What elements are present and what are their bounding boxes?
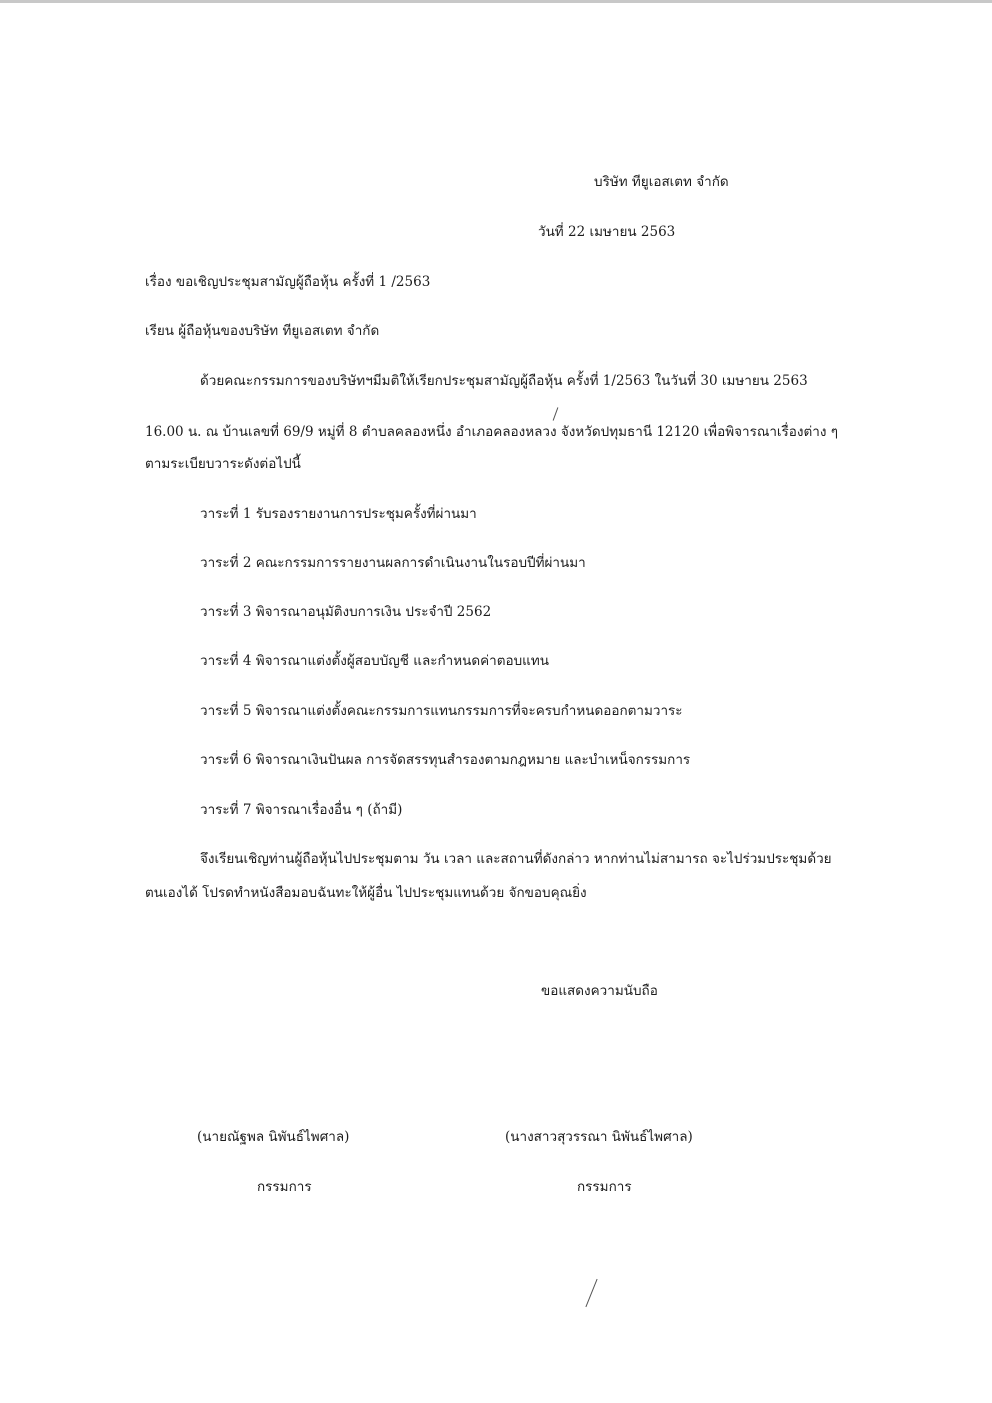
agenda-item-1: วาระที่ 1 รับรองรายงานการประชุมครั้งที่ผ่านมา	[200, 506, 477, 522]
closing-line-2: ตนเองได้ โปรดทำหนังสือมอบฉันทะให้ผู้อื่น ไปประชุมแทนด้วย จักขอบคุณยิ่ง	[145, 885, 587, 901]
signatory-2-name: (นางสาวสุวรรณา นิพันธ์ไพศาล)	[505, 1129, 693, 1145]
signatory-1-title: กรรมการ	[257, 1179, 312, 1195]
agenda-item-4: วาระที่ 4 พิจารณาแต่งตั้งผู้สอบบัญชี และกำหนดค่าตอบแทน	[200, 653, 550, 669]
signatory-1-name: (นายณัฐพล นิพันธ์ไพศาล)	[197, 1129, 350, 1145]
closing-line-1: จึงเรียนเชิญท่านผู้ถือหุ้นไปประชุมตาม วัน เวลา และสถานที่ดังกล่าว หากท่านไม่สามารถ จะไปร่วมประชุมด้วย	[200, 851, 832, 867]
agenda-item-7: วาระที่ 7 พิจารณาเรื่องอื่น ๆ (ถ้ามี)	[200, 802, 403, 818]
agenda-item-2: วาระที่ 2 คณะกรรมการรายงานผลการดำเนินงานในรอบปีที่ผ่านมา	[200, 555, 586, 571]
date-line: วันที่ 22 เมษายน 2563	[538, 224, 676, 240]
subject-line: เรื่อง ขอเชิญประชุมสามัญผู้ถือหุ้น ครั้งที่ 1 /2563	[145, 274, 431, 290]
scan-top-edge	[0, 0, 992, 3]
intro-line-1: ด้วยคณะกรรมการของบริษัทฯมีมติให้เรียกประชุมสามัญผู้ถือหุ้น ครั้งที่ 1/2563 ในวันที่ 30 เมษายน 2563	[200, 373, 808, 389]
signature-stroke	[585, 1279, 597, 1307]
agenda-item-5: วาระที่ 5 พิจารณาแต่งตั้งคณะกรรมการแทนกรรมการที่จะครบกำหนดออกตามวาระ	[200, 703, 683, 719]
recipient-line: เรียน ผู้ถือหุ้นของบริษัท ทียูเอสเตท จำกัด	[145, 323, 380, 339]
agenda-item-6: วาระที่ 6 พิจารณาเงินปันผล การจัดสรรทุนสำรองตามกฎหมาย และบำเหน็จกรรมการ	[200, 752, 691, 768]
company-header: บริษัท ทียูเอสเตท จำกัด	[594, 174, 729, 190]
intro-line-2: 16.00 น. ณ บ้านเลขที่ 69/9 หมู่ที่ 8 ตำบลคลองหนึ่ง อำเภอคลองหลวง จังหวัดปทุมธานี 12120 เพื่อพิจารณาเรื่องต่าง ๆ	[145, 424, 838, 440]
agenda-item-3: วาระที่ 3 พิจารณาอนุมัติงบการเงิน ประจำปี 2562	[200, 604, 492, 620]
intro-line-3: ตามระเบียบวาระดังต่อไปนี้	[145, 456, 301, 472]
regards-line: ขอแสดงความนับถือ	[541, 983, 658, 999]
signatory-2-title: กรรมการ	[577, 1179, 632, 1195]
pen-mark	[553, 407, 559, 420]
